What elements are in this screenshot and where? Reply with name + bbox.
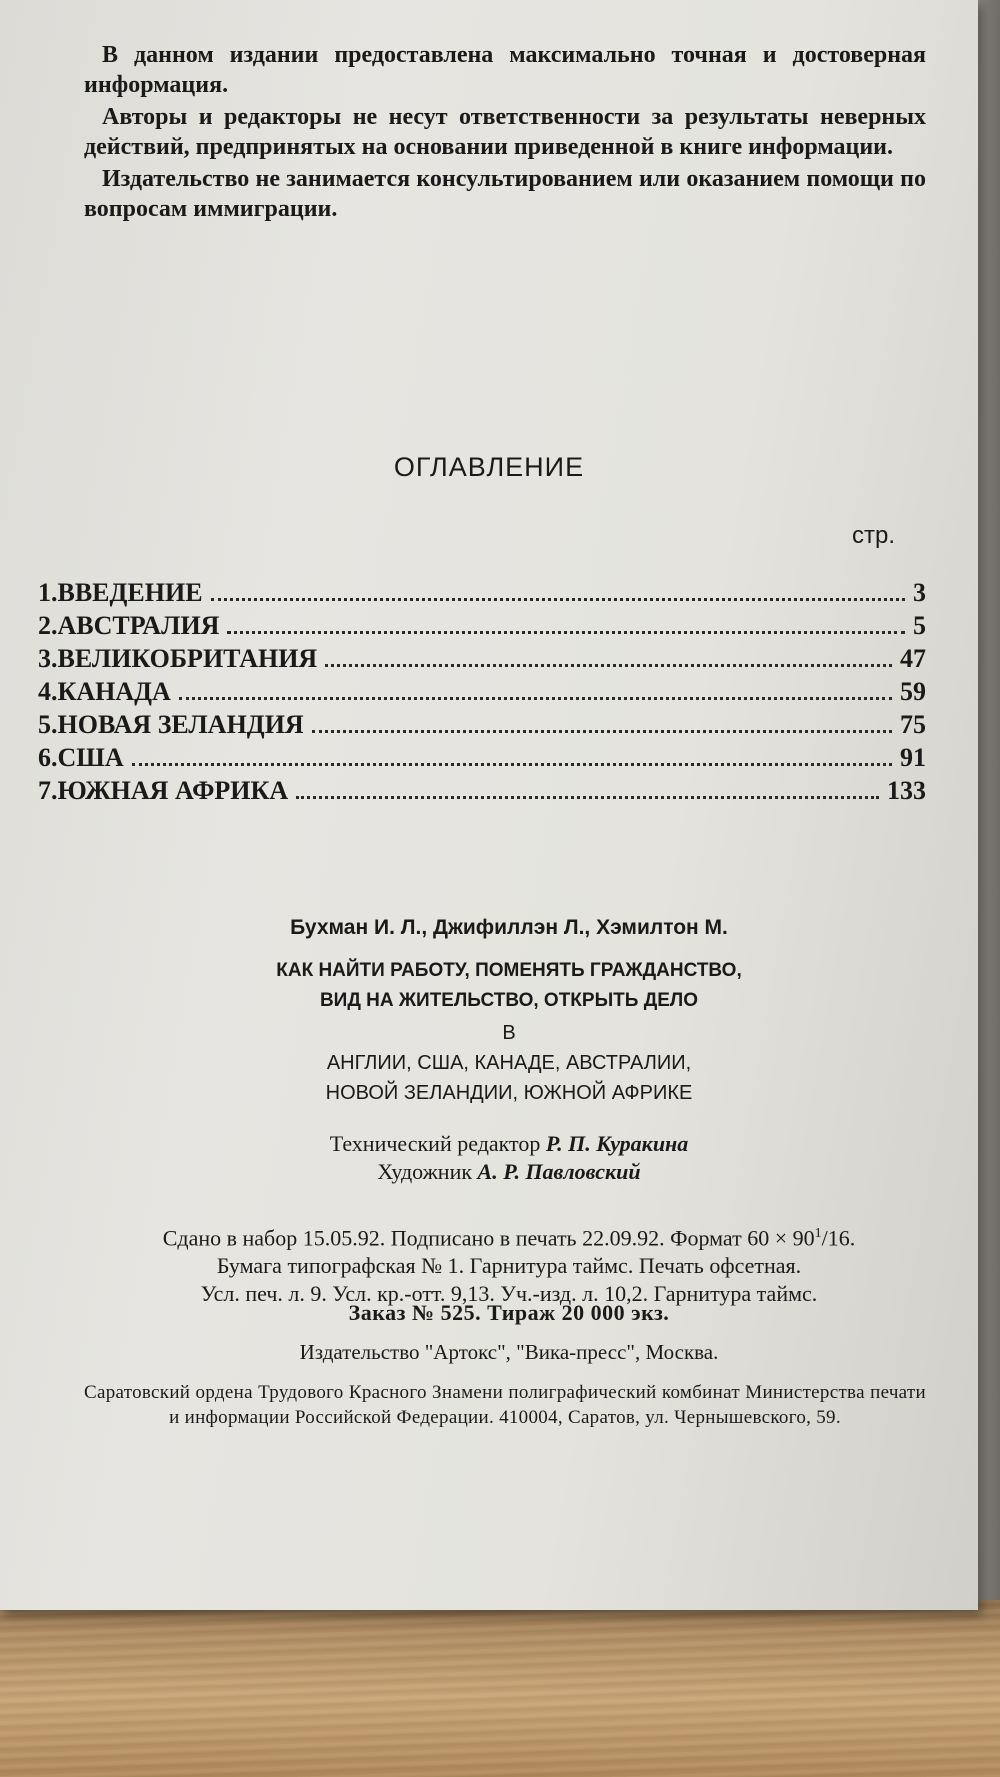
format-fraction: /16.: [821, 1225, 856, 1251]
imprint-countries: [0, 1018, 978, 1108]
format-sup: 1: [814, 1226, 822, 1241]
countries-line-1: АНГЛИИ, США, КАНАДЕ, АВСТРАЛИИ,: [326, 1052, 692, 1074]
artist-role: Художник: [377, 1159, 473, 1184]
book-title-line-1: КАК НАЙТИ РАБОТУ, ПОМЕНЯТЬ ГРАЖДАНСТВО,: [276, 960, 742, 981]
print-info-line-2: Бумага типографская № 1. Гарнитура таймс. Печать офсетная.: [216, 1253, 802, 1279]
toc-item-canada[interactable]: [38, 677, 926, 710]
publisher: Издательство "Артокс", "Вика-пресс", Москва.: [299, 1340, 719, 1364]
table-of-contents: [38, 578, 926, 809]
print-info: [0, 1220, 978, 1308]
toc-item-introduction[interactable]: [38, 578, 926, 611]
toc-item-label: 5.НОВАЯ ЗЕЛАНДИЯ: [38, 710, 304, 739]
toc-item-page: 133: [887, 776, 926, 805]
toc-leader-dots: [179, 682, 892, 700]
print-info-line-1: [40, 1220, 978, 1252]
disclaimer-liability: Авторы и редакторы не несут ответственности за результаты неверных действий, предпринятых на основании приведенной в книге информации.: [84, 104, 926, 160]
order-circulation: Заказ № 525. Тираж 20 000 экз.: [348, 1300, 670, 1325]
countries-preposition: В: [502, 1022, 516, 1044]
toc-leader-dots: [296, 781, 879, 799]
tech-editor-credit: [40, 1130, 978, 1158]
toc-item-new-zealand[interactable]: [38, 710, 926, 743]
toc-leader-dots: [132, 748, 892, 766]
printing-house: Саратовский ордена Трудового Красного Знамени полиграфический комбинат Министерства печати и информации Российской Федерации. 410004, Саратов, ул. Чернышевского, 59.: [84, 1382, 926, 1428]
toc-item-label: 1.ВВЕДЕНИЕ: [38, 578, 203, 607]
toc-page-label: стр.: [852, 522, 896, 549]
toc-leader-dots: [211, 583, 905, 601]
toc-leader-dots: [325, 649, 892, 667]
toc-item-page: 47: [900, 644, 926, 673]
toc-item-label: 4.КАНАДА: [38, 677, 171, 706]
toc-item-great-britain[interactable]: [38, 644, 926, 677]
countries-line-2: НОВОЙ ЗЕЛАНДИИ, ЮЖНОЙ АФРИКЕ: [325, 1082, 693, 1104]
toc-item-label: 6.США: [38, 743, 124, 772]
artist-name: А. Р. Павловский: [477, 1159, 641, 1184]
tech-editor-name: Р. П. Куракина: [545, 1131, 689, 1156]
toc-item-page: 59: [900, 677, 926, 706]
toc-item-usa[interactable]: [38, 743, 926, 776]
print-info-line-3: Усл. печ. л. 9. Усл. кр.-отт. 9,13. Уч.-изд. л. 10,2. Гарнитура таймс.: [200, 1281, 818, 1307]
disclaimer-immigration: Издательство не занимается консультированием или оказанием помощи по вопросам иммиграции.: [84, 166, 926, 222]
book-title-line-2: ВИД НА ЖИТЕЛЬСТВО, ОТКРЫТЬ ДЕЛО: [319, 990, 699, 1011]
toc-item-page: 91: [900, 743, 926, 772]
disclaimer-accuracy: В данном издании предоставлена максимально точная и достоверная информация.: [84, 42, 926, 98]
toc-item-label: 7.ЮЖНАЯ АФРИКА: [38, 776, 289, 805]
toc-leader-dots: [312, 715, 892, 733]
artist-credit: [40, 1158, 978, 1186]
tech-editor-role: Технический редактор: [329, 1131, 541, 1156]
imprint-authors: Бухман И. Л., Джифиллэн Л., Хэмилтон М.: [290, 916, 728, 939]
wooden-table: [0, 1600, 1000, 1777]
toc-item-page: 5: [913, 611, 926, 640]
toc-leader-dots: [227, 616, 905, 634]
credits: [0, 1130, 978, 1186]
toc-item-australia[interactable]: [38, 611, 926, 644]
toc-item-page: 3: [913, 578, 926, 607]
toc-title: ОГЛАВЛЕНИЕ: [393, 452, 585, 482]
toc-item-label: 2.АВСТРАЛИЯ: [38, 611, 220, 640]
toc-item-label: 3.ВЕЛИКОБРИТАНИЯ: [38, 644, 318, 673]
toc-item-south-africa[interactable]: [38, 776, 926, 809]
imprint-book-title: [0, 956, 978, 1016]
toc-item-page: 75: [900, 710, 926, 739]
disclaimer: [84, 40, 926, 226]
print-dates-format: Сдано в набор 15.05.92. Подписано в печать 22.09.92. Формат 60 × 90: [162, 1225, 815, 1251]
